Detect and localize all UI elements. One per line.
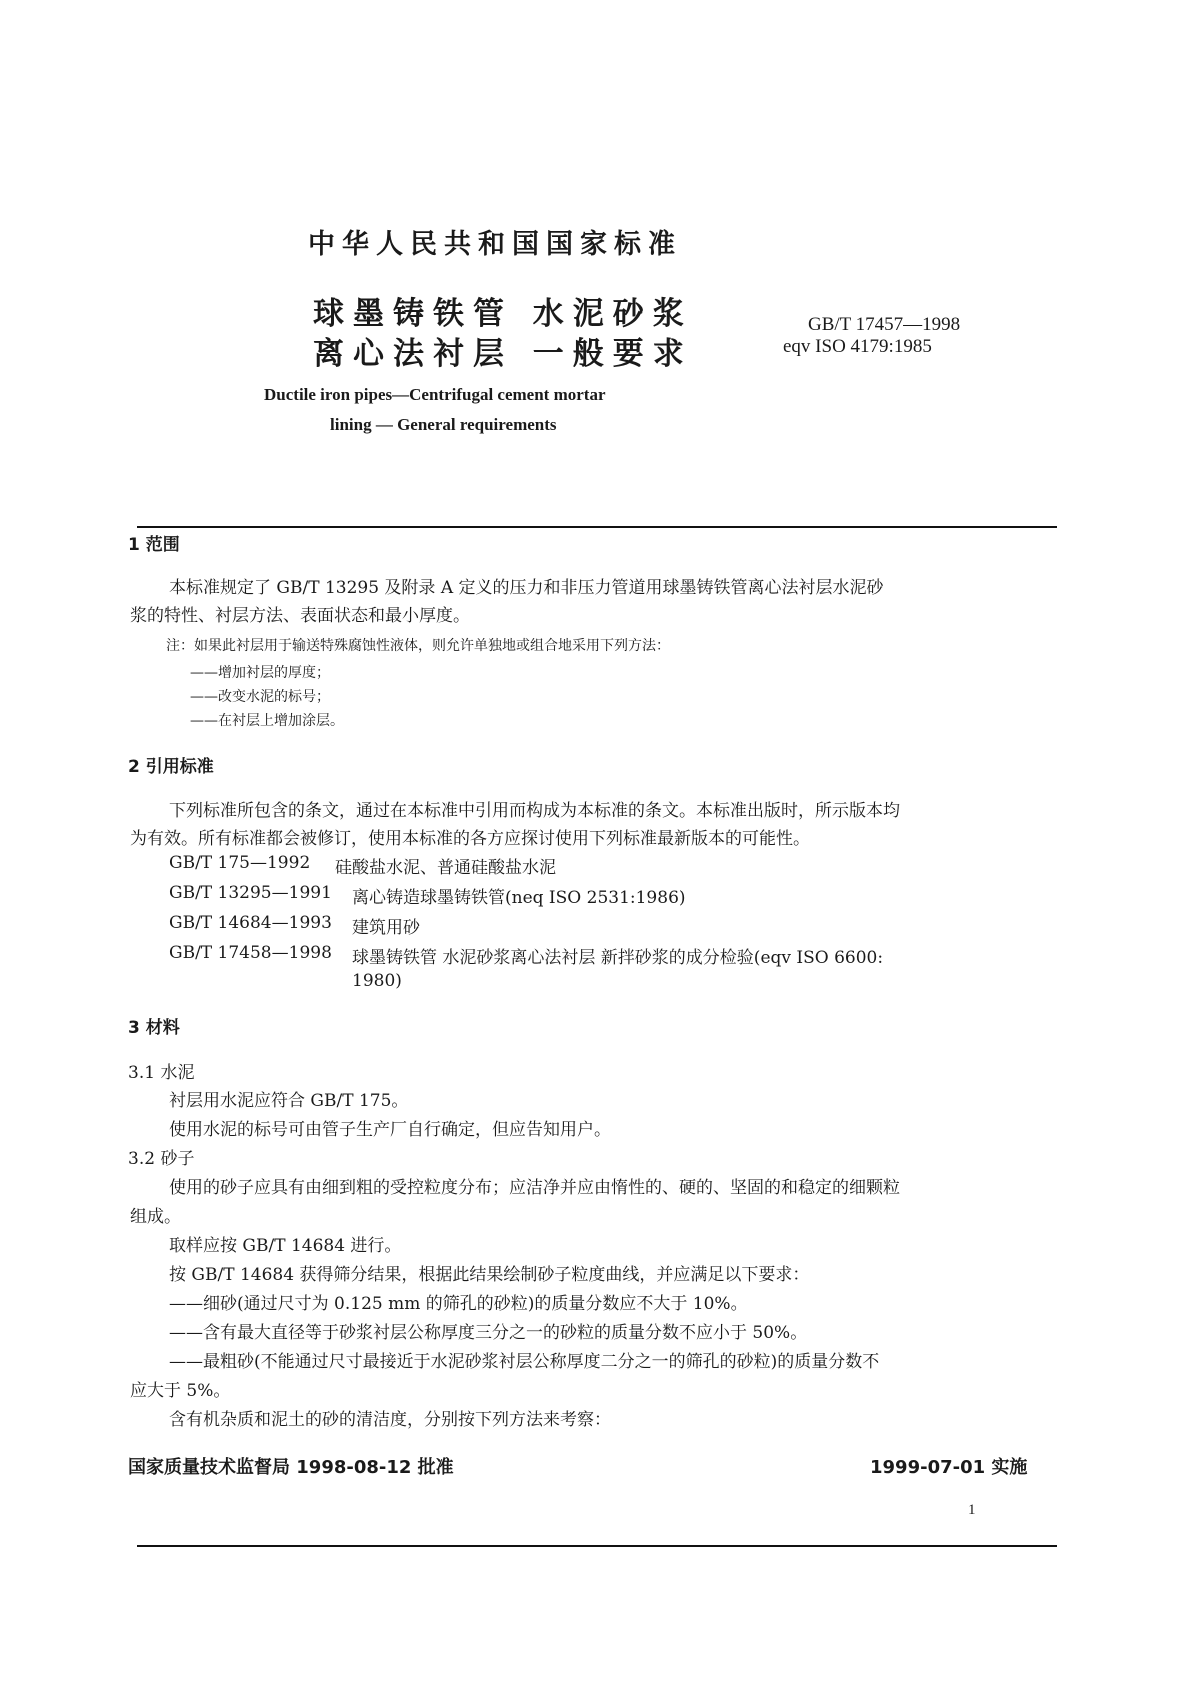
section-1-para-line1: 本标准规定了 GB/T 13295 及附录 A 定义的压力和非压力管道用球墨铸铁管离心法衬层水泥砂 (169, 578, 884, 598)
section-2-para-line1: 下列标准所包含的条文，通过在本标准中引用而构成为本标准的条文。本标准出版时，所示版本均 (169, 801, 900, 821)
section-1-para-line2: 浆的特性、衬层方法、表面状态和最小厚度。 (130, 606, 470, 626)
ref-title-continuation: 1980) (352, 971, 402, 991)
note-item: ——改变水泥的标号； (190, 689, 330, 705)
ref-code: GB/T 13295—1991 (169, 883, 332, 903)
header-divider (137, 526, 1057, 528)
subsection-3-2-heading: 3.2 砂子 (128, 1149, 195, 1169)
ref-title: 离心铸造球墨铸铁管(neq ISO 2531:1986) (352, 888, 686, 908)
standard-code: GB/T 17457—1998 (808, 314, 961, 335)
title-en-line1: Ductile iron pipes—Centrifugal cement mortar (264, 385, 606, 404)
section-1-note: 注：如果此衬层用于输送特殊腐蚀性液体，则允许单独地或组合地采用下列方法： (166, 638, 670, 654)
ref-code: GB/T 175—1992 (169, 853, 311, 873)
cement-line: 衬层用水泥应符合 GB/T 175。 (169, 1091, 409, 1111)
subsection-3-1-heading: 3.1 水泥 (128, 1063, 195, 1083)
title-en-line2: lining — General requirements (330, 415, 557, 434)
title-cn-line1: 球墨铸铁管 水泥砂浆 (313, 296, 693, 332)
cleanliness-line: 含有机杂质和泥土的砂的清洁度，分别按下列方法来考察： (169, 1410, 611, 1430)
ref-title: 球墨铸铁管 水泥砂浆离心法衬层 新拌砂浆的成分检验(eqv ISO 6600: (352, 948, 884, 968)
sand-line: 按 GB/T 14684 获得筛分结果，根据此结果绘制砂子粒度曲线，并应满足以下要求： (169, 1265, 810, 1285)
sand-line: 使用的砂子应具有由细到粗的受控粒度分布；应洁净并应由惰性的、硬的、坚固的和稳定的细颗粒 (169, 1178, 900, 1198)
sand-line: 组成。 (130, 1207, 181, 1227)
national-standard-heading: 中华人民共和国国家标准 (308, 229, 682, 260)
section-3-heading: 3 材料 (128, 1018, 180, 1038)
section-1-heading: 1 范围 (128, 535, 180, 555)
footer-divider (137, 1545, 1057, 1547)
section-2-heading: 2 引用标准 (128, 757, 214, 777)
requirement-item: ——含有最大直径等于砂浆衬层公称厚度三分之一的砂粒的质量分数不应小于 50%。 (169, 1323, 808, 1343)
equivalent-code: eqv ISO 4179:1985 (783, 336, 932, 357)
page-number: 1 (968, 1502, 976, 1518)
section-2-para-line2: 为有效。所有标准都会被修订，使用本标准的各方应探讨使用下列标准最新版本的可能性。 (130, 829, 810, 849)
approval-date: 国家质量技术监督局 1998-08-12 批准 (128, 1457, 454, 1478)
ref-code: GB/T 14684—1993 (169, 913, 332, 933)
title-cn-line2: 离心法衬层 一般要求 (313, 336, 693, 372)
note-item: ——在衬层上增加涂层。 (190, 713, 344, 729)
note-item: ——增加衬层的厚度； (190, 665, 330, 681)
requirement-item-continuation: 应大于 5%。 (130, 1381, 231, 1401)
ref-code: GB/T 17458—1998 (169, 943, 332, 963)
cement-line: 使用水泥的标号可由管子生产厂自行确定，但应告知用户。 (169, 1120, 611, 1140)
requirement-item: ——最粗砂(不能通过尺寸最接近于水泥砂浆衬层公称厚度二分之一的筛孔的砂粒)的质量分数不 (169, 1352, 880, 1372)
ref-title: 硅酸盐水泥、普通硅酸盐水泥 (335, 858, 556, 878)
requirement-item: ——细砂(通过尺寸为 0.125 mm 的筛孔的砂粒)的质量分数应不大于 10%。 (169, 1294, 748, 1314)
effective-date: 1999-07-01 实施 (870, 1457, 1028, 1478)
sand-line: 取样应按 GB/T 14684 进行。 (169, 1236, 402, 1256)
ref-title: 建筑用砂 (352, 918, 420, 938)
